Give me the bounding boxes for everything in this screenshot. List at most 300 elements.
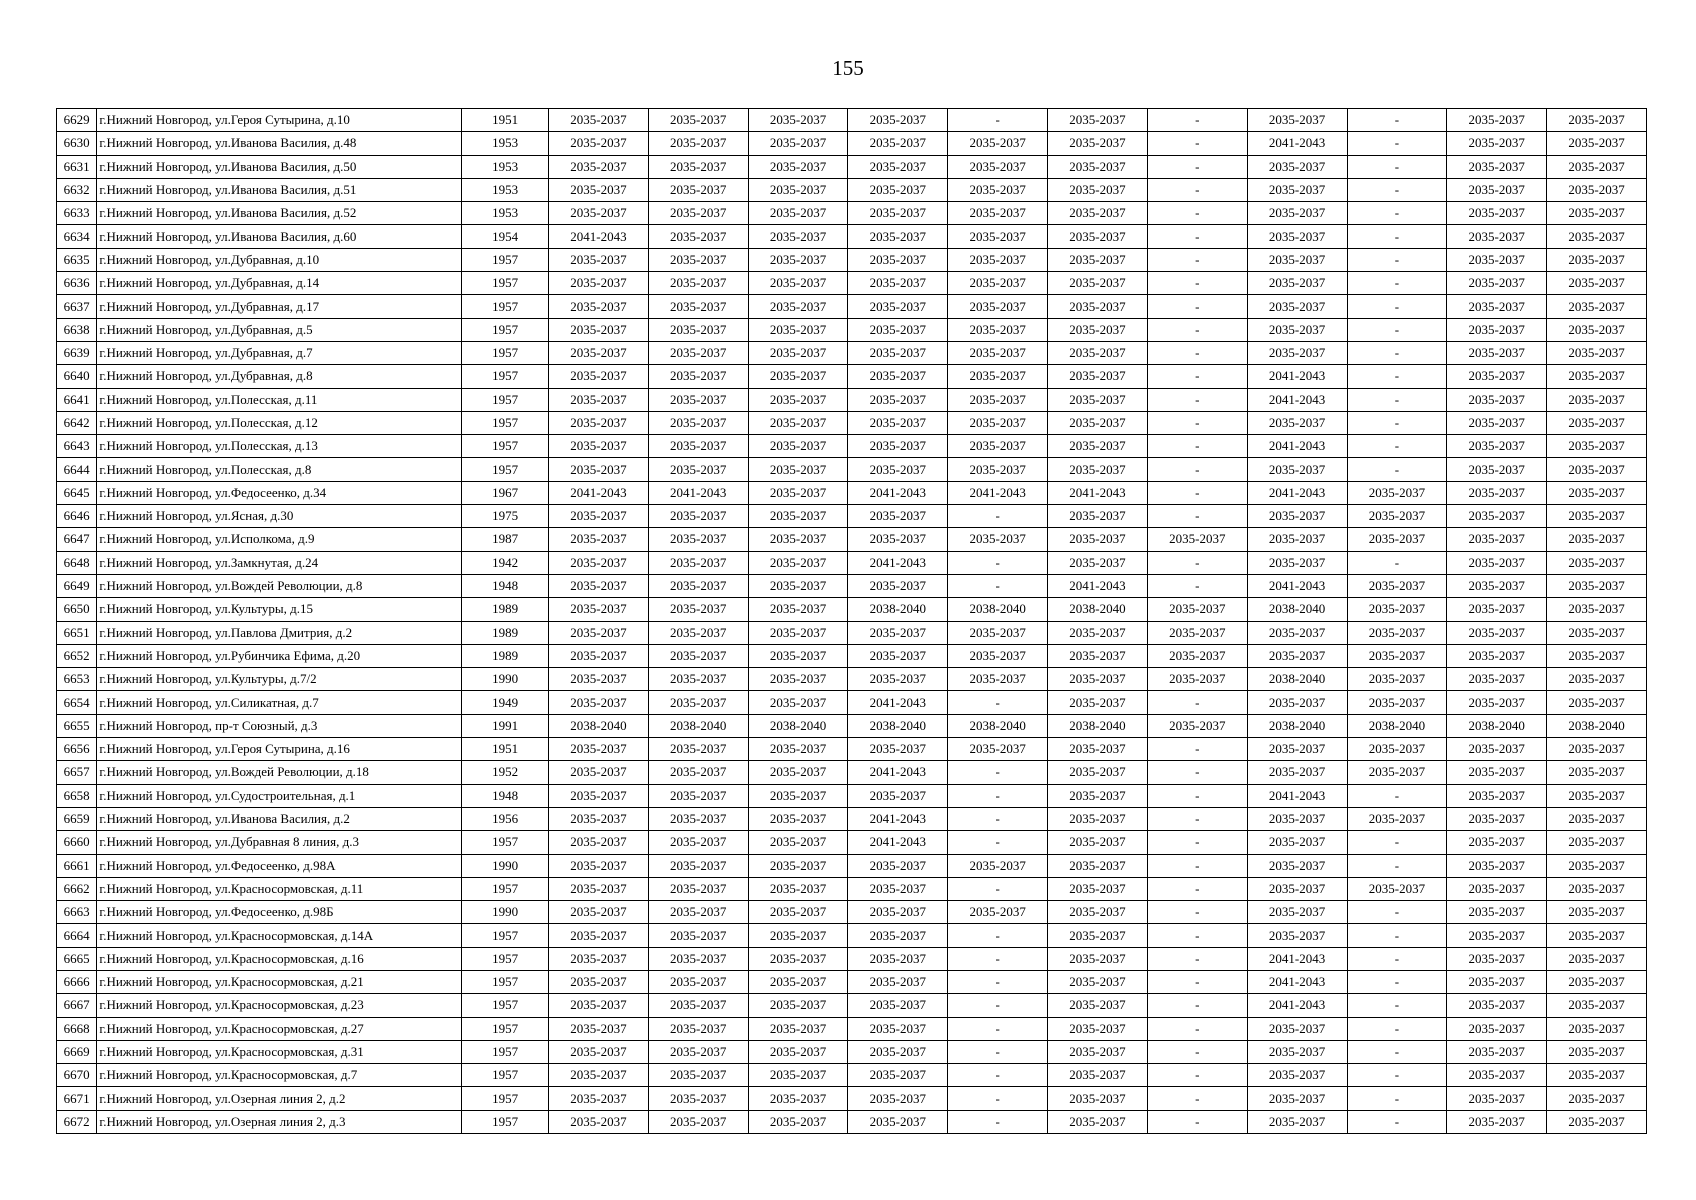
repair-period-cell: -: [1347, 388, 1447, 411]
repair-period-cell: -: [1147, 1017, 1247, 1040]
table-row: [57, 738, 1647, 761]
repair-period-cell: 2035-2037: [549, 202, 649, 225]
repair-period-cell: 2035-2037: [648, 854, 748, 877]
table-row: [57, 225, 1647, 248]
row-number-cell: 6651: [57, 621, 97, 644]
repair-period-cell: 2035-2037: [1447, 132, 1547, 155]
repair-period-cell: 2035-2037: [1347, 505, 1447, 528]
repair-period-cell: 2035-2037: [1447, 155, 1547, 178]
table-row: [57, 644, 1647, 667]
row-number-cell: 6653: [57, 668, 97, 691]
repair-period-cell: -: [1347, 1087, 1447, 1110]
repair-period-cell: 2035-2037: [1547, 178, 1647, 201]
table-row: [57, 341, 1647, 364]
repair-period-cell: 2035-2037: [549, 574, 649, 597]
build-year-cell: 1957: [462, 458, 549, 481]
repair-period-cell: 2035-2037: [848, 947, 948, 970]
build-year-cell: 1957: [462, 435, 549, 458]
repair-period-cell: 2035-2037: [1547, 831, 1647, 854]
repair-period-cell: 2035-2037: [648, 644, 748, 667]
row-number-cell: 6635: [57, 248, 97, 271]
repair-period-cell: 2035-2037: [1447, 1040, 1547, 1063]
table-row: [57, 1040, 1647, 1063]
repair-period-cell: -: [1147, 1064, 1247, 1087]
repair-period-cell: 2035-2037: [848, 505, 948, 528]
repair-period-cell: 2035-2037: [1247, 644, 1347, 667]
repair-period-cell: 2035-2037: [748, 1087, 848, 1110]
table-row: [57, 528, 1647, 551]
address-cell: г.Нижний Новгород, ул.Иванова Василия, д.50: [97, 155, 462, 178]
repair-period-cell: 2035-2037: [648, 598, 748, 621]
repair-period-cell: 2035-2037: [748, 295, 848, 318]
repair-period-cell: 2035-2037: [1347, 877, 1447, 900]
repair-period-cell: 2038-2040: [1247, 714, 1347, 737]
repair-period-cell: 2035-2037: [748, 528, 848, 551]
repair-period-cell: -: [1147, 388, 1247, 411]
table-row: [57, 761, 1647, 784]
address-cell: г.Нижний Новгород, ул.Ясная, д.30: [97, 505, 462, 528]
repair-period-cell: 2035-2037: [648, 574, 748, 597]
table-row: [57, 109, 1647, 132]
repair-period-cell: 2035-2037: [748, 574, 848, 597]
repair-period-cell: 2035-2037: [549, 435, 649, 458]
repair-period-cell: 2035-2037: [948, 901, 1048, 924]
address-cell: г.Нижний Новгород, ул.Полесская, д.11: [97, 388, 462, 411]
repair-period-cell: 2035-2037: [1048, 435, 1148, 458]
repair-period-cell: 2035-2037: [848, 202, 948, 225]
repair-period-cell: 2035-2037: [1048, 202, 1148, 225]
repair-period-cell: 2035-2037: [1547, 365, 1647, 388]
repair-period-cell: 2035-2037: [1547, 341, 1647, 364]
repair-period-cell: 2035-2037: [1048, 225, 1148, 248]
repair-period-cell: 2035-2037: [648, 784, 748, 807]
address-cell: г.Нижний Новгород, ул.Героя Сутырина, д.10: [97, 109, 462, 132]
repair-period-cell: 2035-2037: [1547, 225, 1647, 248]
repair-period-cell: 2035-2037: [1048, 924, 1148, 947]
repair-period-cell: 2035-2037: [648, 435, 748, 458]
repair-period-cell: -: [1147, 551, 1247, 574]
repair-period-cell: 2035-2037: [549, 761, 649, 784]
row-number-cell: 6643: [57, 435, 97, 458]
table-row: [57, 155, 1647, 178]
build-year-cell: 1957: [462, 318, 549, 341]
repair-period-cell: 2041-2043: [848, 551, 948, 574]
address-cell: г.Нижний Новгород, ул.Полесская, д.13: [97, 435, 462, 458]
building-repair-schedule-table: [56, 108, 1647, 1134]
repair-period-cell: 2035-2037: [748, 551, 848, 574]
table-row: [57, 807, 1647, 830]
repair-period-cell: 2041-2043: [648, 481, 748, 504]
repair-period-cell: 2035-2037: [748, 668, 848, 691]
repair-period-cell: 2035-2037: [1048, 761, 1148, 784]
build-year-cell: 1957: [462, 924, 549, 947]
table-row: [57, 132, 1647, 155]
repair-period-cell: 2035-2037: [1347, 528, 1447, 551]
repair-period-cell: 2035-2037: [1547, 574, 1647, 597]
repair-period-cell: 2035-2037: [648, 621, 748, 644]
repair-period-cell: -: [948, 831, 1048, 854]
repair-period-cell: -: [1347, 924, 1447, 947]
table-row: [57, 318, 1647, 341]
repair-period-cell: 2035-2037: [648, 388, 748, 411]
build-year-cell: 1948: [462, 574, 549, 597]
repair-period-cell: -: [1147, 947, 1247, 970]
table-row: [57, 970, 1647, 993]
repair-period-cell: 2035-2037: [1247, 202, 1347, 225]
repair-period-cell: 2035-2037: [1447, 691, 1547, 714]
repair-period-cell: 2035-2037: [748, 761, 848, 784]
repair-period-cell: -: [1347, 225, 1447, 248]
build-year-cell: 1953: [462, 132, 549, 155]
repair-period-cell: 2035-2037: [1247, 248, 1347, 271]
repair-period-cell: 2035-2037: [1447, 924, 1547, 947]
repair-period-cell: 2035-2037: [848, 644, 948, 667]
repair-period-cell: 2035-2037: [948, 435, 1048, 458]
repair-period-cell: 2035-2037: [1247, 877, 1347, 900]
repair-period-cell: 2041-2043: [848, 481, 948, 504]
repair-period-cell: 2035-2037: [648, 272, 748, 295]
repair-period-cell: 2035-2037: [748, 691, 848, 714]
address-cell: г.Нижний Новгород, ул.Иванова Василия, д.51: [97, 178, 462, 201]
repair-period-cell: 2035-2037: [1048, 947, 1148, 970]
repair-period-cell: 2035-2037: [648, 178, 748, 201]
row-number-cell: 6636: [57, 272, 97, 295]
row-number-cell: 6664: [57, 924, 97, 947]
repair-period-cell: 2035-2037: [1447, 854, 1547, 877]
repair-period-cell: 2035-2037: [948, 155, 1048, 178]
table-row: [57, 272, 1647, 295]
address-cell: г.Нижний Новгород, ул.Красносормовская, д.21: [97, 970, 462, 993]
repair-period-cell: 2041-2043: [848, 807, 948, 830]
build-year-cell: 1957: [462, 877, 549, 900]
repair-period-cell: -: [948, 970, 1048, 993]
repair-period-cell: 2035-2037: [1447, 178, 1547, 201]
repair-period-cell: 2035-2037: [848, 458, 948, 481]
repair-period-cell: 2035-2037: [648, 691, 748, 714]
build-year-cell: 1989: [462, 598, 549, 621]
repair-period-cell: 2035-2037: [549, 877, 649, 900]
repair-period-cell: -: [948, 924, 1048, 947]
repair-period-cell: -: [1347, 551, 1447, 574]
repair-period-cell: 2035-2037: [648, 225, 748, 248]
repair-period-cell: 2035-2037: [748, 388, 848, 411]
row-number-cell: 6648: [57, 551, 97, 574]
repair-period-cell: 2035-2037: [1147, 598, 1247, 621]
repair-period-cell: 2035-2037: [1447, 388, 1547, 411]
repair-period-cell: 2035-2037: [1447, 621, 1547, 644]
repair-period-cell: 2035-2037: [1247, 318, 1347, 341]
repair-period-cell: 2035-2037: [1447, 970, 1547, 993]
repair-period-cell: -: [1347, 132, 1447, 155]
repair-period-cell: -: [1347, 458, 1447, 481]
repair-period-cell: 2035-2037: [549, 598, 649, 621]
table-row: [57, 458, 1647, 481]
repair-period-cell: 2041-2043: [1048, 481, 1148, 504]
repair-period-cell: 2035-2037: [848, 295, 948, 318]
repair-period-cell: 2035-2037: [1447, 877, 1547, 900]
repair-period-cell: 2041-2043: [1247, 388, 1347, 411]
repair-period-cell: 2035-2037: [1347, 644, 1447, 667]
repair-period-cell: 2035-2037: [549, 994, 649, 1017]
repair-period-cell: 2035-2037: [848, 225, 948, 248]
repair-period-cell: 2035-2037: [1247, 621, 1347, 644]
repair-period-cell: 2035-2037: [1048, 994, 1148, 1017]
repair-period-cell: 2035-2037: [1247, 691, 1347, 714]
repair-period-cell: 2035-2037: [549, 1017, 649, 1040]
repair-period-cell: 2035-2037: [948, 341, 1048, 364]
repair-period-cell: 2035-2037: [1547, 1087, 1647, 1110]
repair-period-cell: 2035-2037: [1547, 295, 1647, 318]
address-cell: г.Нижний Новгород, ул.Дубравная, д.17: [97, 295, 462, 318]
repair-period-cell: 2035-2037: [648, 807, 748, 830]
repair-period-cell: -: [1347, 831, 1447, 854]
repair-period-cell: 2035-2037: [848, 574, 948, 597]
repair-period-cell: 2035-2037: [748, 877, 848, 900]
repair-period-cell: 2035-2037: [549, 644, 649, 667]
row-number-cell: 6641: [57, 388, 97, 411]
repair-period-cell: 2041-2043: [1247, 132, 1347, 155]
repair-period-cell: 2035-2037: [848, 1110, 948, 1133]
repair-period-cell: 2035-2037: [1347, 668, 1447, 691]
repair-period-cell: 2035-2037: [848, 854, 948, 877]
repair-period-cell: -: [1147, 458, 1247, 481]
repair-period-cell: 2035-2037: [1447, 1064, 1547, 1087]
repair-period-cell: 2035-2037: [848, 341, 948, 364]
repair-period-cell: 2035-2037: [1247, 1040, 1347, 1063]
repair-period-cell: 2041-2043: [948, 481, 1048, 504]
repair-period-cell: 2035-2037: [549, 248, 649, 271]
build-year-cell: 1953: [462, 155, 549, 178]
repair-period-cell: 2035-2037: [549, 1040, 649, 1063]
repair-period-cell: 2035-2037: [748, 1040, 848, 1063]
repair-period-cell: 2035-2037: [748, 947, 848, 970]
repair-period-cell: 2035-2037: [748, 109, 848, 132]
repair-period-cell: 2035-2037: [1547, 784, 1647, 807]
repair-period-cell: 2035-2037: [1247, 1064, 1347, 1087]
repair-period-cell: -: [1347, 994, 1447, 1017]
row-number-cell: 6638: [57, 318, 97, 341]
repair-period-cell: 2035-2037: [1447, 225, 1547, 248]
row-number-cell: 6632: [57, 178, 97, 201]
repair-period-cell: 2035-2037: [549, 411, 649, 434]
row-number-cell: 6665: [57, 947, 97, 970]
repair-period-cell: 2035-2037: [1048, 272, 1148, 295]
repair-period-cell: 2035-2037: [648, 994, 748, 1017]
address-cell: г.Нижний Новгород, ул.Красносормовская, д.14А: [97, 924, 462, 947]
repair-period-cell: 2035-2037: [1048, 458, 1148, 481]
repair-period-cell: -: [948, 505, 1048, 528]
repair-period-cell: 2035-2037: [549, 621, 649, 644]
repair-period-cell: 2035-2037: [1447, 644, 1547, 667]
repair-period-cell: 2041-2043: [1247, 784, 1347, 807]
repair-period-cell: 2035-2037: [648, 365, 748, 388]
repair-period-cell: 2035-2037: [549, 505, 649, 528]
repair-period-cell: 2035-2037: [549, 970, 649, 993]
repair-period-cell: -: [1147, 924, 1247, 947]
address-cell: г.Нижний Новгород, ул.Иванова Василия, д.60: [97, 225, 462, 248]
repair-period-cell: 2035-2037: [748, 598, 848, 621]
repair-period-cell: 2035-2037: [1447, 505, 1547, 528]
repair-period-cell: 2035-2037: [948, 411, 1048, 434]
repair-period-cell: 2035-2037: [1447, 598, 1547, 621]
repair-period-cell: 2035-2037: [1048, 365, 1148, 388]
address-cell: г.Нижний Новгород, ул.Красносормовская, д.27: [97, 1017, 462, 1040]
repair-period-cell: -: [1147, 1110, 1247, 1133]
build-year-cell: 1957: [462, 1110, 549, 1133]
repair-period-cell: 2035-2037: [1547, 644, 1647, 667]
build-year-cell: 1957: [462, 388, 549, 411]
repair-period-cell: 2035-2037: [748, 178, 848, 201]
repair-period-cell: 2035-2037: [549, 132, 649, 155]
repair-period-cell: 2035-2037: [549, 551, 649, 574]
repair-period-cell: 2035-2037: [1547, 202, 1647, 225]
repair-period-cell: 2035-2037: [1547, 505, 1647, 528]
repair-period-cell: 2035-2037: [1447, 668, 1547, 691]
repair-period-cell: 2035-2037: [1247, 854, 1347, 877]
repair-period-cell: 2035-2037: [648, 1017, 748, 1040]
repair-period-cell: 2035-2037: [1547, 924, 1647, 947]
repair-period-cell: 2035-2037: [1447, 435, 1547, 458]
repair-period-cell: 2035-2037: [648, 295, 748, 318]
repair-period-cell: -: [1147, 784, 1247, 807]
page-number: 155: [832, 56, 864, 80]
repair-period-cell: 2038-2040: [648, 714, 748, 737]
repair-period-cell: 2035-2037: [648, 901, 748, 924]
build-year-cell: 1952: [462, 761, 549, 784]
build-year-cell: 1989: [462, 644, 549, 667]
build-year-cell: 1954: [462, 225, 549, 248]
table-row: [57, 365, 1647, 388]
repair-period-cell: -: [948, 574, 1048, 597]
repair-period-cell: 2035-2037: [1547, 109, 1647, 132]
repair-period-cell: 2035-2037: [1547, 411, 1647, 434]
row-number-cell: 6647: [57, 528, 97, 551]
repair-period-cell: 2035-2037: [848, 109, 948, 132]
repair-period-cell: 2035-2037: [1147, 644, 1247, 667]
address-cell: г.Нижний Новгород, ул.Иванова Василия, д.2: [97, 807, 462, 830]
repair-period-cell: 2035-2037: [549, 388, 649, 411]
repair-period-cell: 2035-2037: [748, 341, 848, 364]
table-row: [57, 574, 1647, 597]
address-cell: г.Нижний Новгород, ул.Дубравная, д.7: [97, 341, 462, 364]
repair-period-cell: 2035-2037: [549, 668, 649, 691]
repair-period-cell: 2035-2037: [648, 318, 748, 341]
table-row: [57, 248, 1647, 271]
repair-period-cell: -: [1347, 202, 1447, 225]
table-row: [57, 598, 1647, 621]
repair-period-cell: 2035-2037: [848, 970, 948, 993]
repair-period-cell: -: [948, 1040, 1048, 1063]
repair-period-cell: 2035-2037: [1447, 458, 1547, 481]
table-row: [57, 691, 1647, 714]
repair-period-cell: 2035-2037: [948, 854, 1048, 877]
address-cell: г.Нижний Новгород, ул.Павлова Дмитрия, д.2: [97, 621, 462, 644]
repair-period-cell: 2035-2037: [848, 1017, 948, 1040]
repair-period-cell: 2035-2037: [1247, 901, 1347, 924]
repair-period-cell: 2038-2040: [1247, 668, 1347, 691]
row-number-cell: 6662: [57, 877, 97, 900]
repair-period-cell: 2035-2037: [648, 505, 748, 528]
build-year-cell: 1957: [462, 248, 549, 271]
repair-period-cell: 2035-2037: [848, 411, 948, 434]
repair-period-cell: 2035-2037: [549, 807, 649, 830]
repair-period-cell: 2035-2037: [748, 132, 848, 155]
repair-period-cell: 2035-2037: [1547, 901, 1647, 924]
repair-period-cell: 2035-2037: [1447, 574, 1547, 597]
repair-period-cell: 2035-2037: [748, 225, 848, 248]
repair-period-cell: -: [1347, 1040, 1447, 1063]
address-cell: г.Нижний Новгород, ул.Культуры, д.15: [97, 598, 462, 621]
repair-period-cell: 2041-2043: [1247, 365, 1347, 388]
repair-period-cell: 2035-2037: [648, 248, 748, 271]
repair-period-cell: 2035-2037: [1447, 1087, 1547, 1110]
repair-period-cell: 2035-2037: [1048, 807, 1148, 830]
repair-period-cell: 2035-2037: [1247, 458, 1347, 481]
repair-period-cell: 2038-2040: [1547, 714, 1647, 737]
repair-period-cell: 2038-2040: [848, 598, 948, 621]
repair-period-cell: 2035-2037: [1048, 528, 1148, 551]
address-cell: г.Нижний Новгород, ул.Дубравная, д.8: [97, 365, 462, 388]
repair-period-cell: 2035-2037: [1048, 668, 1148, 691]
repair-period-cell: 2035-2037: [748, 1064, 848, 1087]
address-cell: г.Нижний Новгород, ул.Силикатная, д.7: [97, 691, 462, 714]
repair-period-cell: 2035-2037: [948, 644, 1048, 667]
repair-period-cell: 2035-2037: [848, 1087, 948, 1110]
row-number-cell: 6657: [57, 761, 97, 784]
repair-period-cell: 2035-2037: [848, 272, 948, 295]
repair-period-cell: 2035-2037: [1247, 411, 1347, 434]
repair-period-cell: 2035-2037: [1547, 1110, 1647, 1133]
repair-period-cell: 2035-2037: [1147, 714, 1247, 737]
repair-period-cell: 2035-2037: [1048, 877, 1148, 900]
repair-period-cell: -: [948, 761, 1048, 784]
repair-period-cell: 2035-2037: [549, 341, 649, 364]
repair-period-cell: 2035-2037: [748, 1110, 848, 1133]
repair-period-cell: 2035-2037: [748, 248, 848, 271]
repair-period-cell: 2035-2037: [1048, 1064, 1148, 1087]
repair-period-cell: 2038-2040: [1447, 714, 1547, 737]
repair-period-cell: 2035-2037: [1247, 761, 1347, 784]
repair-period-cell: 2038-2040: [549, 714, 649, 737]
repair-period-cell: 2035-2037: [848, 248, 948, 271]
repair-period-cell: 2035-2037: [1547, 458, 1647, 481]
build-year-cell: 1957: [462, 1064, 549, 1087]
repair-period-cell: -: [1347, 1017, 1447, 1040]
repair-period-cell: 2035-2037: [549, 1110, 649, 1133]
address-cell: г.Нижний Новгород, ул.Полесская, д.12: [97, 411, 462, 434]
repair-period-cell: 2035-2037: [1048, 1017, 1148, 1040]
repair-period-cell: 2035-2037: [1547, 761, 1647, 784]
table-row: [57, 994, 1647, 1017]
repair-period-cell: 2035-2037: [549, 365, 649, 388]
address-cell: г.Нижний Новгород, ул.Вождей Революции, д.8: [97, 574, 462, 597]
build-year-cell: 1957: [462, 295, 549, 318]
repair-period-cell: 2035-2037: [648, 551, 748, 574]
repair-period-cell: 2035-2037: [1048, 155, 1148, 178]
repair-period-cell: 2041-2043: [549, 481, 649, 504]
repair-period-cell: -: [1147, 691, 1247, 714]
repair-period-cell: 2035-2037: [948, 295, 1048, 318]
repair-period-cell: -: [948, 691, 1048, 714]
repair-period-cell: 2035-2037: [748, 970, 848, 993]
row-number-cell: 6660: [57, 831, 97, 854]
address-cell: г.Нижний Новгород, ул.Замкнутая, д.24: [97, 551, 462, 574]
repair-period-cell: -: [1147, 877, 1247, 900]
repair-period-cell: 2035-2037: [748, 807, 848, 830]
repair-period-cell: 2035-2037: [748, 784, 848, 807]
repair-period-cell: 2035-2037: [1447, 831, 1547, 854]
build-year-cell: 1957: [462, 365, 549, 388]
